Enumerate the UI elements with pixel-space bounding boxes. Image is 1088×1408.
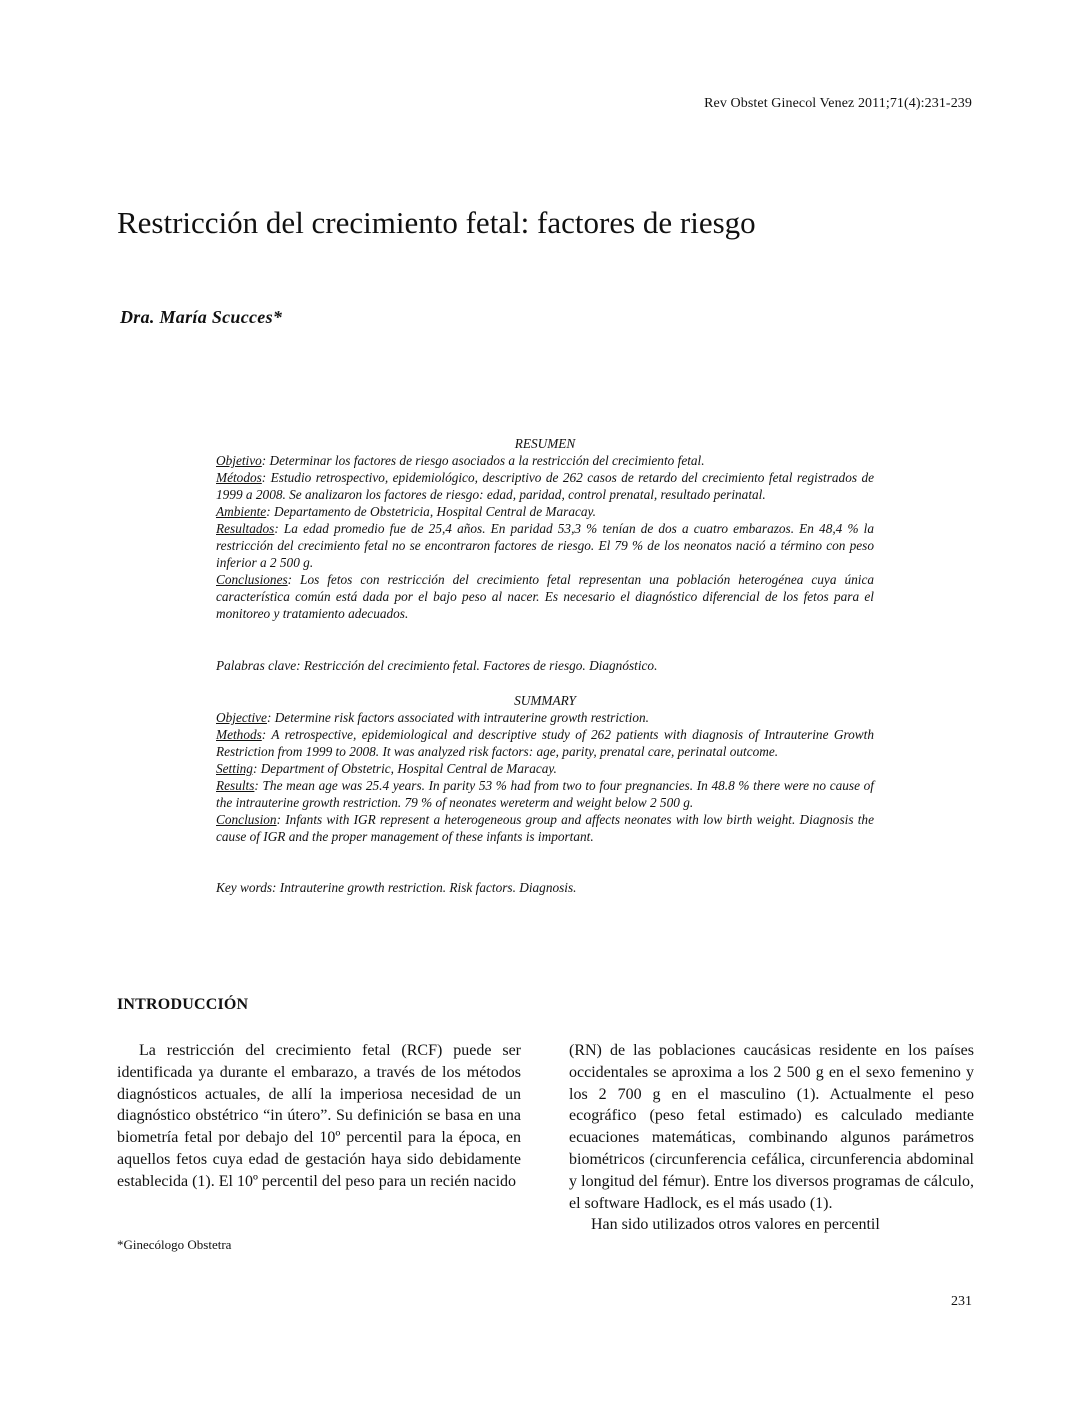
summary-text: : A retrospective, epidemiological and descriptive study of 262 patients with diagnosis of Intrauterine Growth Restriction from 1999 to 2008. It was analyzed risk factors: age, parity, prenatal care, perinatal outcome.	[216, 727, 874, 759]
article-title: Restricción del crecimiento fetal: factores de riesgo	[117, 205, 756, 240]
resumen-resultados	[216, 520, 874, 571]
summary-text: : Department of Obstetric, Hospital Central de Maracay.	[252, 761, 557, 776]
summary-text: : Infants with IGR represent a heterogeneous group and affects neonates with low birth weight. Diagnosis the cause of IGR and the proper management of these infants is important.	[216, 812, 874, 844]
resumen-text: : Los fetos con restricción del crecimiento fetal representan una población heterogénea cuya única característica común está dada por el bajo peso al nacer. Es necesario el diagnóstico diferencial de los fetos para el monitoreo y tratamiento adecuados.	[216, 572, 874, 621]
summary-objective	[216, 709, 874, 726]
palabras-clave: Palabras clave: Restricción del crecimiento fetal. Factores de riesgo. Diagnóstico.	[216, 658, 658, 673]
summary-results	[216, 777, 874, 811]
resumen-objetivo	[216, 452, 874, 469]
resumen-text: : Determinar los factores de riesgo asociados a la restricción del crecimiento fetal.	[261, 453, 705, 468]
author-footnote: *Ginecólogo Obstetra	[117, 1237, 232, 1252]
section-heading-introduccion: INTRODUCCIÓN	[117, 996, 249, 1013]
resumen-text: : La edad promedio fue de 25,4 años. En paridad 53,3 % tenían de dos a cuatro embarazos. En 48,4 % la restricción del crecimiento fetal no se encontraron factores de riesgo. El 79 % de los neonatos nació a término con peso inferior a 2 500 g.	[216, 521, 874, 570]
summary-label: Objective	[216, 710, 267, 725]
journal-reference: Rev Obstet Ginecol Venez 2011;71(4):231-239	[704, 96, 972, 111]
resumen-label: Resultados	[216, 521, 275, 536]
resumen-label: Objetivo	[216, 453, 262, 468]
resumen-block	[216, 435, 874, 622]
summary-label: Conclusion	[216, 812, 277, 827]
resumen-ambiente	[216, 503, 874, 520]
resumen-text: : Departamento de Obstetricia, Hospital Central de Maracay.	[266, 504, 597, 519]
summary-methods	[216, 726, 874, 760]
summary-heading: SUMMARY	[514, 693, 576, 708]
summary-block	[216, 692, 874, 845]
resumen-metodos	[216, 469, 874, 503]
key-words: Key words: Intrauterine growth restriction. Risk factors. Diagnosis.	[216, 880, 577, 895]
resumen-label: Conclusiones	[216, 572, 288, 587]
author-name: Dra. María Scucces*	[120, 307, 283, 327]
summary-setting	[216, 760, 874, 777]
summary-text: : The mean age was 25.4 years. In parity 53 % had from two to four pregnancies. In 48.8 % there were no cause of the intrauterine growth restriction. 79 % of neonates wereterm and weight below 2 500 g.	[216, 778, 874, 810]
page-number: 231	[951, 1294, 972, 1309]
resumen-text: : Estudio retrospectivo, epidemiológico, descriptivo de 262 casos de retardo del crecimiento fetal registrados de 1999 a 2008. Se analizaron los factores de riesgo: edad, paridad, control prenatal, resultado perinatal.	[216, 470, 874, 502]
resumen-label: Métodos	[216, 470, 262, 485]
summary-text: : Determine risk factors associated with intrauterine growth restriction.	[266, 710, 649, 725]
summary-conclusion	[216, 811, 874, 845]
summary-label: Results	[216, 778, 255, 793]
resumen-conclusiones	[216, 571, 874, 622]
summary-label: Setting	[216, 761, 253, 776]
body-column-left	[117, 1040, 521, 1193]
body-paragraph: Han sido utilizados otros valores en percentil	[591, 1216, 880, 1234]
body-column-right	[569, 1040, 974, 1236]
body-paragraph: La restricción del crecimiento fetal (RCF) puede ser identificada ya durante el embarazo, a través de los métodos diagnósticos actuales, de allí la imperiosa necesidad de un diagnóstico obstétrico “in útero”. Su definición se basa en una biometría fetal por debajo del 10º percentil para la época, en aquellos fetos cuya edad de gestación haya sido debidamente establecida (1). El 10º percentil del peso para un recién nacido	[117, 1042, 521, 1190]
resumen-label: Ambiente	[216, 504, 267, 519]
summary-label: Methods	[216, 727, 262, 742]
resumen-heading: RESUMEN	[514, 436, 576, 451]
body-paragraph: (RN) de las poblaciones caucásicas residente en los países occidentales se aproxima a los 2 500 g en el sexo femenino y los 2 700 g en el masculino (1). Actualmente el peso ecográfico (peso fetal estimado) es calculado mediante ecuaciones matemáticas, combinando algunos parámetros biométricos (circunferencia cefálica, circunferencia abdominal y longitud del fémur). Entre los diversos programas de cálculo, el software Hadlock, es el más usado (1).	[569, 1042, 974, 1212]
